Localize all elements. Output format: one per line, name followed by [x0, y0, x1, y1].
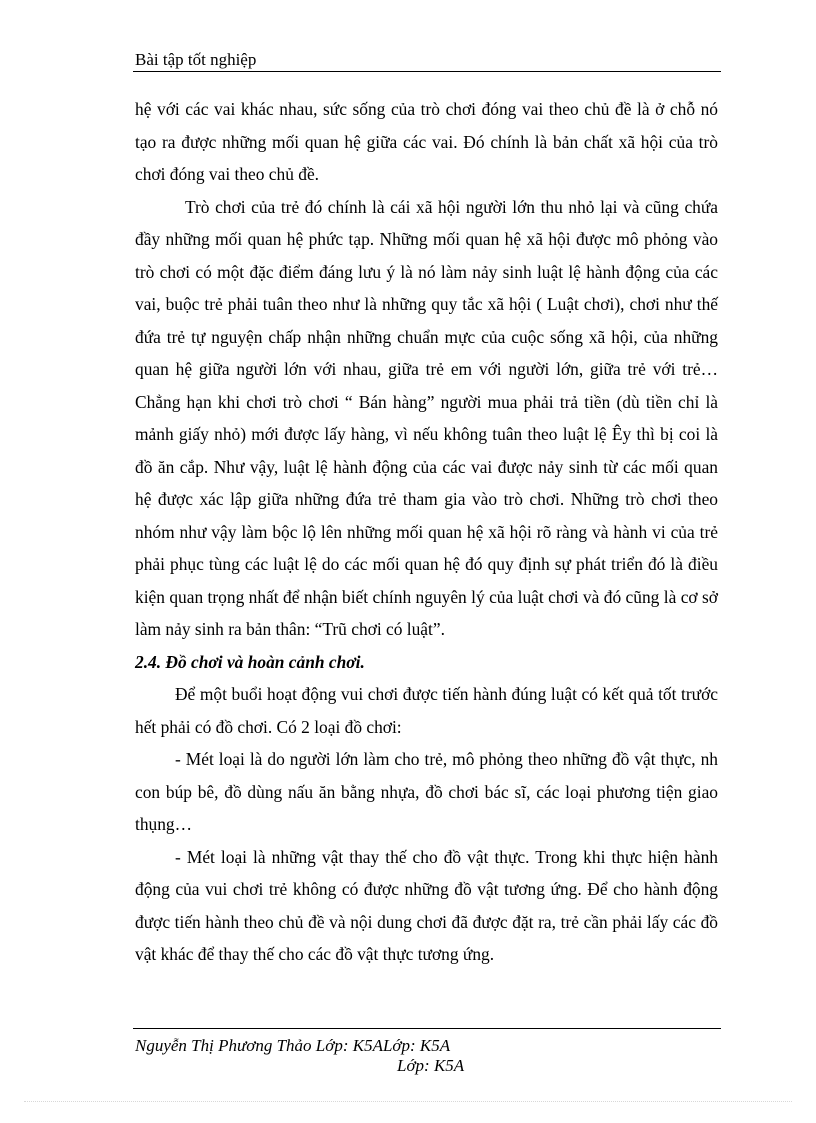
footer-divider	[133, 1028, 721, 1029]
page-bottom-border	[24, 1101, 792, 1102]
list-item-1: - Mét loại là do người lớn làm cho trẻ, mô phỏng theo những đồ vật thực, nh con búp bê, đồ dùng nấu ăn bằng nhựa, đồ chơi bác sĩ, các loại phương tiện giao thụng…	[135, 749, 718, 834]
section-heading: 2.4. Đồ chơi và hoàn cảnh chơi.	[135, 651, 365, 672]
header-title: Bài tập tốt nghiệp	[135, 50, 257, 69]
paragraph-3: Để một buổi hoạt động vui chơi được tiến hành đúng luật có kết quả tốt trước hết phải có đồ chơi. Có 2 loại đồ chơi:	[135, 684, 718, 737]
paragraph-1: hệ với các vai khác nhau, sức sống của trò chơi đóng vai theo chủ đề là ở chỗ nó tạo ra được những mối quan hệ giữa các vai. Đó chính là bản chất xã hội của trò chơi đóng vai theo chủ đề.	[135, 99, 718, 184]
document-body	[135, 93, 718, 971]
paragraph-2: Trò chơi của trẻ đó chính là cái xã hội người lớn thu nhỏ lại và cũng chứa đầy những mối quan hệ phức tạp. Những mối quan hệ xã hội được mô phỏng vào trò chơi có một đặc điểm đáng lưu ý là nó làm nảy sinh luật lệ hành động của các vai, buộc trẻ phải tuân theo như là những quy tắc xã hội ( Luật chơi), chơi như thế đứa trẻ tự nguyện chấp nhận những chuẩn mực của cuộc sống xã hội, của những quan hệ giữa người lớn với nhau, giữa trẻ em với người lớn, giữa trẻ với trẻ… Chẳng hạn khi chơi trò chơi “ Bán hàng” người mua phải trả tiền (dù tiền chỉ là mảnh giấy nhỏ) mới được lấy hàng, vì nếu không tuân theo luật lệ Êy thì bị coi là đồ ăn cắp. Như vậy, luật lệ hành động của các vai được nảy sinh từ các mối quan hệ được xác lập giữa những đứa trẻ tham gia vào trò chơi. Những trò chơi theo nhóm như vậy làm bộc lộ lên những mối quan hệ xã hội rõ ràng và hành vi của trẻ phải phục tùng các luật lệ do các mối quan hệ đó quy định sự phát triển đó là điều kiện quan trọng nhất để nhận biết chính nguyên lý của luật chơi và đó cũng là cơ sở làm nảy sinh ra bản thân: “Trũ chơi có luật”.	[135, 196, 718, 639]
header-divider	[133, 71, 721, 72]
list-item-2: - Mét loại là những vật thay thế cho đồ vật thực. Trong khi thực hiện hành động của vui chơi trẻ không có được những đồ vật tương ứng. Để cho hành động được tiến hành theo chủ đề và nội dung chơi đã được đặt ra, trẻ cần phải lấy các đồ vật khác để thay thế cho các đồ vật thực tương ứng.	[135, 846, 718, 964]
footer-author-class: Nguyễn Thị Phương Thảo Lớp: K5ALớp: K5A	[135, 1036, 451, 1055]
footer-class: Lớp: K5A	[397, 1056, 465, 1075]
